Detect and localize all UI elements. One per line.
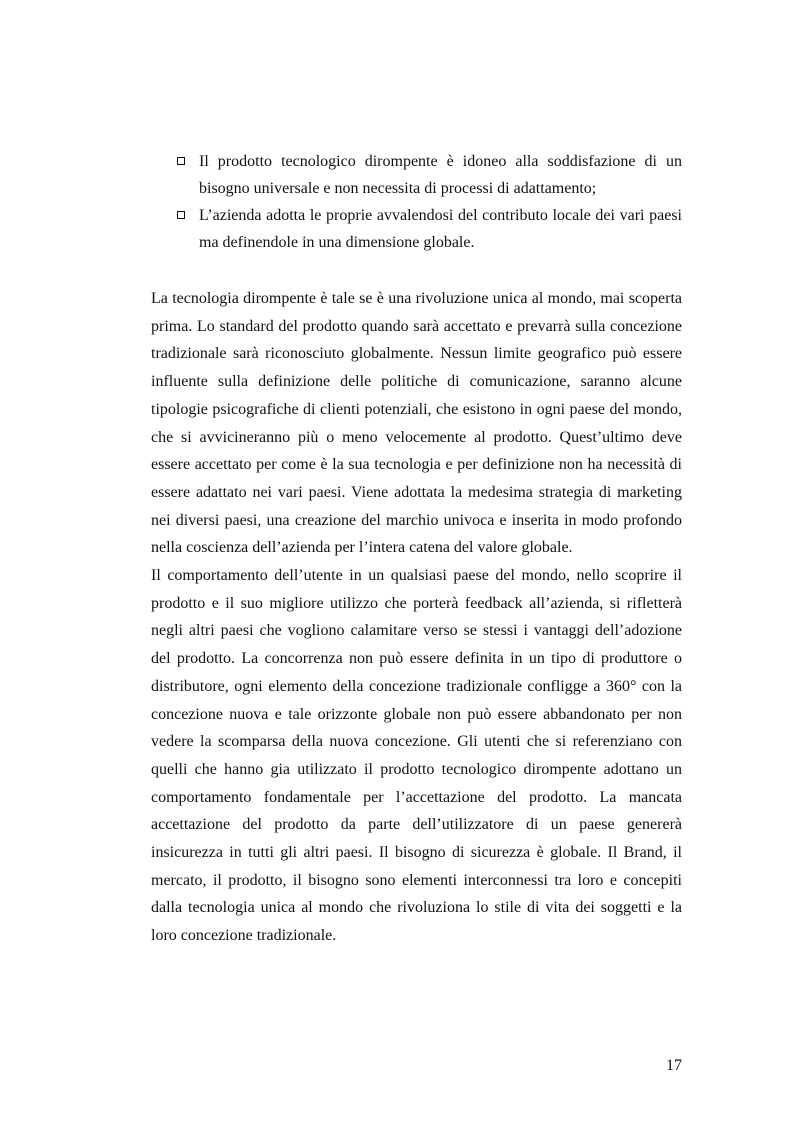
square-bullet-icon bbox=[177, 211, 185, 219]
square-bullet-icon bbox=[177, 157, 185, 165]
list-item bbox=[177, 202, 682, 256]
bullet-list bbox=[177, 148, 682, 256]
paragraph: Il comportamento dell’utente in un qualsiasi paese del mondo, nello scoprire il prodotto e il suo migliore utilizzo che porterà feedback all’azienda, si rifletterà negli altri paesi che vogliono calamitare verso se stessi i vantaggi dell’adozione del prodotto. La concorrenza non può essere definita in un tipo di produttore o distributore, ogni elemento della concezione tradizionale confligge a 360° con la concezione nuova e tale orizzonte globale non può essere abbandonato per non vedere la scomparsa della nuova concezione. Gli utenti che si referenziano con quelli che hanno gia utilizzato il prodotto tecnologico dirompente adottano un comportamento fondamentale per l’accettazione del prodotto. La mancata accettazione del prodotto da parte dell’utilizzatore di un paese genererà insicurezza in tutti gli altri paesi. Il bisogno di sicurezza è globale. Il Brand, il mercato, il prodotto, il bisogno sono elementi interconnessi tra loro e concepiti dalla tecnologia unica al mondo che rivoluziona lo stile di vita dei soggetti e la loro concezione tradizionale. bbox=[151, 567, 682, 945]
body-text bbox=[151, 285, 682, 950]
page-number: 17 bbox=[666, 1057, 682, 1074]
paragraph: La tecnologia dirompente è tale se è una rivoluzione unica al mondo, mai scoperta prima. Lo standard del prodotto quando sarà accettato e prevarrà sulla concezione tradizionale sarà riconosciuto globalmente. Nessun limite geografico può essere influente sulla definizione delle politiche di comunicazione, saranno alcune tipologie psicografiche di clienti potenziali, che esistono in ogni paese del mondo, che si avvicineranno più o meno velocemente al prodotto. Quest’ultimo deve essere accettato per come è la sua tecnologia e per definizione non ha necessità di essere adattato nei vari paesi. Viene adottata la medesima strategia di marketing nei diversi paesi, una creazione del marchio univoca e inserita in modo profondo nella coscienza dell’azienda per l’intera catena del valore globale. bbox=[151, 290, 682, 557]
bullet-text: Il prodotto tecnologico dirompente è idoneo alla soddisfazione di un bisogno universale e non necessita di processi di adattamento; bbox=[199, 153, 682, 197]
bullet-text: L’azienda adotta le proprie avvalendosi del contributo locale dei vari paesi ma definendole in una dimensione globale. bbox=[199, 207, 682, 251]
list-item bbox=[177, 148, 682, 202]
